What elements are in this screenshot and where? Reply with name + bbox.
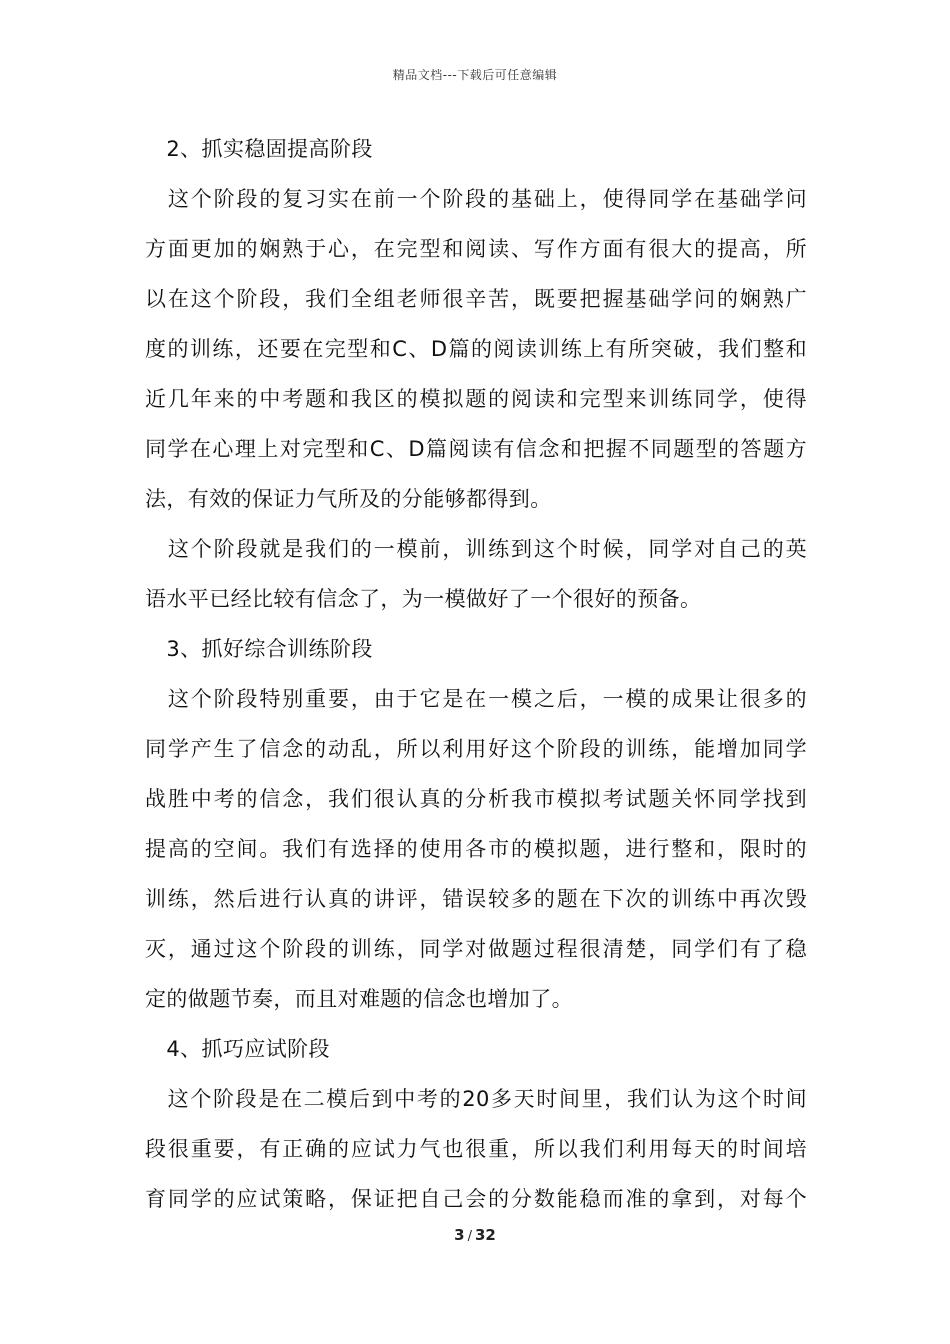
- text-line: 同学产生了信念的动乱，所以利用好这个阶段的训练，能增加同学: [145, 737, 807, 761]
- text-line: 育同学的应试策略，保证把自己会的分数能稳而准的拿到，对每个: [145, 1187, 807, 1211]
- page-number: [0, 1226, 950, 1244]
- text-line: 灭，通过这个阶段的训练，同学对做题过程很清楚，同学们有了稳: [145, 937, 807, 961]
- text-line: 提高的空间。我们有选择的使用各市的模拟题，进行整和，限时的: [145, 837, 807, 861]
- text-line: 以在这个阶段，我们全组老师很辛苦，既要把握基础学问的娴熟广: [145, 287, 807, 311]
- text-line: 训练，然后进行认真的讲评，错误较多的题在下次的训练中再次毁: [145, 887, 807, 911]
- text-line: 方面更加的娴熟于心，在完型和阅读、写作方面有很大的提高，所: [145, 237, 807, 261]
- text-line: 法，有效的保证力气所及的分能够都得到。: [145, 487, 552, 511]
- text-line: 语水平已经比较有信念了，为一模做好了一个很好的预备。: [145, 587, 702, 611]
- text-line: 战胜中考的信念，我们很认真的分析我市模拟考试题关怀同学找到: [145, 787, 807, 811]
- page-header: 精品文档---下载后可任意编辑: [392, 68, 558, 82]
- text-line: 3、抓好综合训练阶段: [145, 637, 373, 661]
- text-line: 段很重要，有正确的应试力气也很重，所以我们利用每天的时间培: [145, 1137, 807, 1161]
- text-line: 近几年来的中考题和我区的模拟题的阅读和完型来训练同学，使得: [145, 387, 807, 411]
- page-separator: /: [467, 1229, 472, 1244]
- text-line: 这个阶段是在二模后到中考的20多天时间里，我们认为这个时间: [145, 1087, 807, 1111]
- text-line: 这个阶段特别重要，由于它是在一模之后，一模的成果让很多的: [145, 687, 807, 711]
- text-line: 这个阶段的复习实在前一个阶段的基础上，使得同学在基础学问: [145, 187, 807, 211]
- text-line: 定的做题节奏，而且对难题的信念也增加了。: [145, 987, 573, 1011]
- text-line: 度的训练，还要在完型和C、D篇的阅读训练上有所突破，我们整和: [145, 337, 807, 361]
- text-line: 这个阶段就是我们的一模前，训练到这个时候，同学对自己的英: [145, 537, 807, 561]
- text-line: 2、抓实稳固提高阶段: [145, 137, 373, 161]
- total-pages: 32: [474, 1226, 496, 1244]
- text-line: 同学在心理上对完型和C、D篇阅读有信念和把握不同题型的答题方: [145, 437, 807, 461]
- document-body: [145, 124, 807, 1224]
- current-page: 3: [454, 1226, 465, 1244]
- text-line: 4、抓巧应试阶段: [145, 1037, 330, 1061]
